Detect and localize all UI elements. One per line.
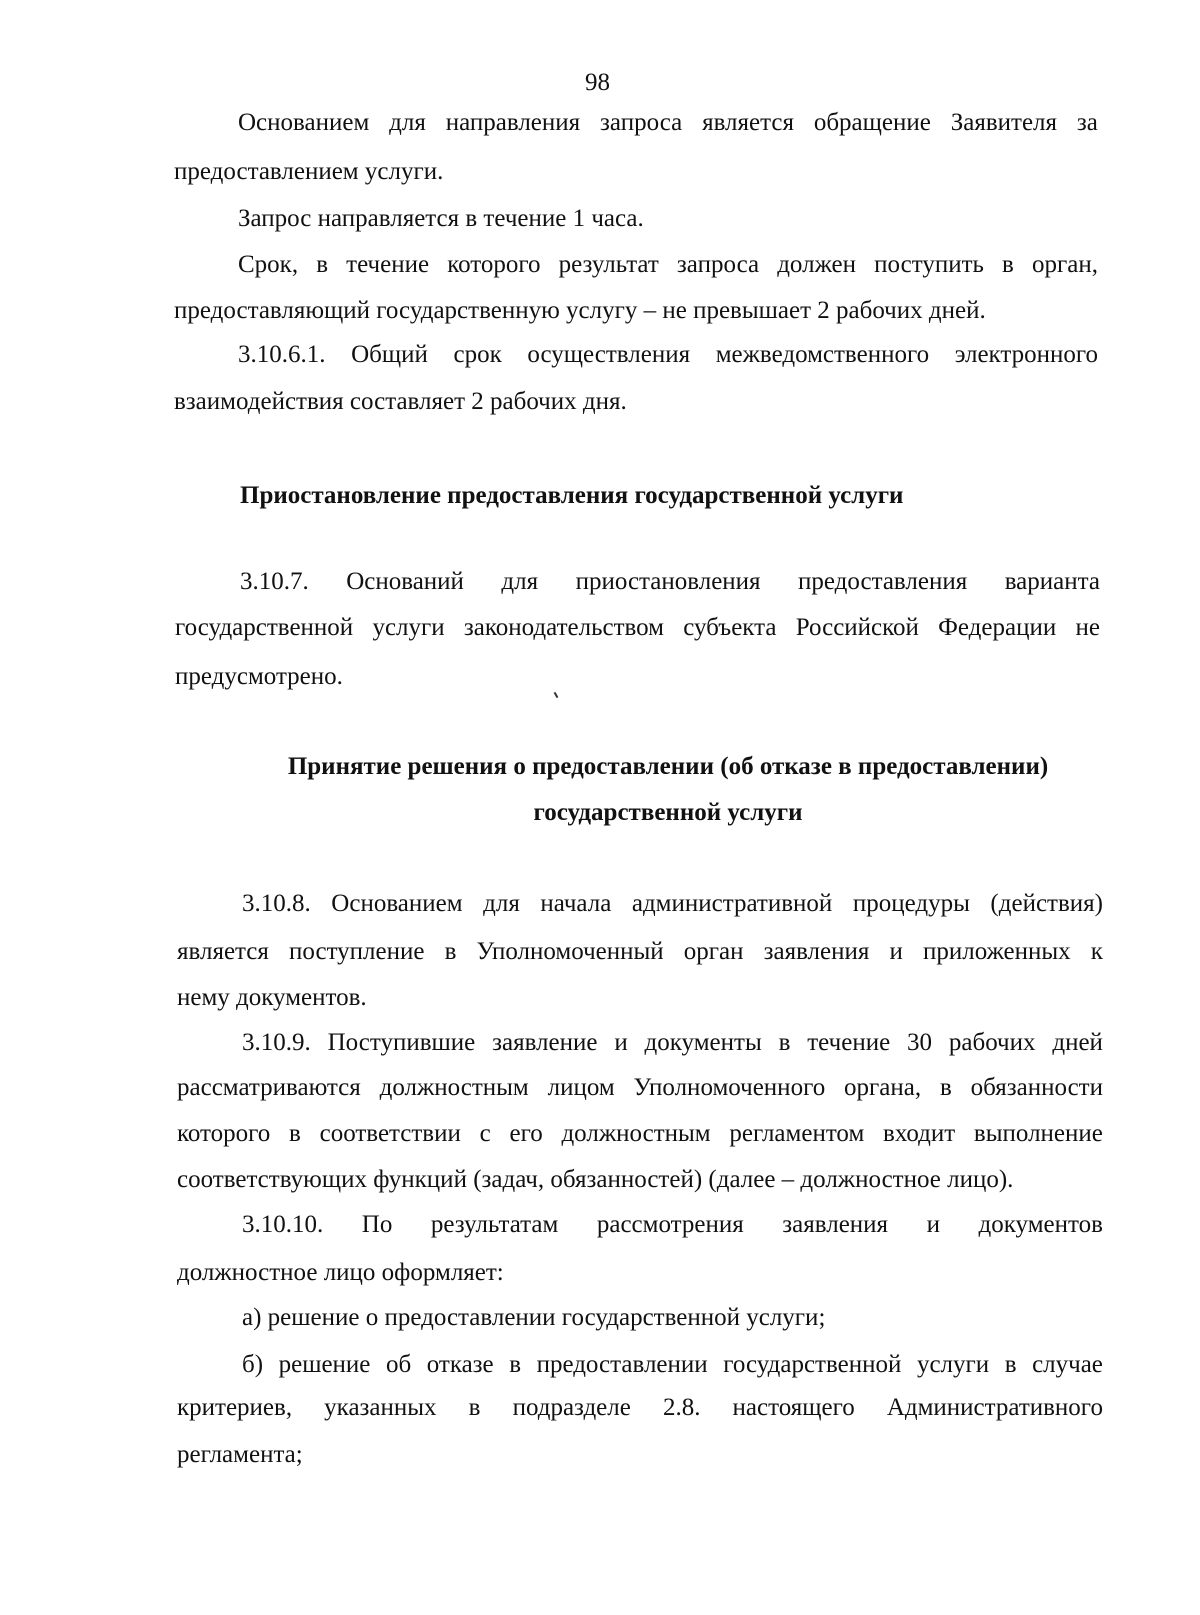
word: должен: [777, 251, 856, 278]
word: Уполномоченного: [633, 1074, 826, 1101]
word: запроса: [676, 251, 760, 278]
word: течение: [346, 251, 430, 278]
word: 3.10.8.: [242, 890, 311, 917]
word: критериев,: [177, 1394, 293, 1421]
word: приостановления: [575, 568, 761, 595]
word: для: [389, 109, 426, 136]
word: Российской: [795, 614, 919, 641]
word: государственной: [175, 614, 354, 641]
word: отказе: [426, 1351, 494, 1378]
word: процедуры: [852, 890, 970, 917]
paragraph-7-line-2: [177, 1073, 1103, 1103]
word: рассматриваются: [177, 1074, 361, 1101]
scan-speck: [554, 692, 559, 698]
word: 3.10.10.: [242, 1211, 324, 1238]
paragraph-7-line-4: соответствующих функций (задач, обязанностей) (далее – должностное лицо).: [177, 1166, 1014, 1193]
word: для: [483, 890, 520, 917]
word: результатам: [430, 1211, 559, 1238]
word: Оснований: [346, 568, 464, 595]
paragraph-4-line-2: взаимодействия составляет 2 рабочих дня.: [174, 388, 627, 415]
paragraph-8-line-2: должностное лицо оформляет:: [177, 1259, 504, 1286]
paragraph-8-line-1: [242, 1210, 1103, 1240]
paragraph-10-line-2: [177, 1393, 1103, 1423]
word: начала: [540, 890, 612, 917]
word: решение: [278, 1351, 371, 1378]
word: соответствии: [319, 1120, 461, 1147]
word: направления: [445, 109, 581, 136]
word: которого: [177, 1120, 271, 1147]
word: документы: [644, 1029, 762, 1056]
word: услуги: [372, 614, 445, 641]
word: законодательством: [463, 614, 664, 641]
word: осуществления: [527, 341, 691, 368]
word: должностным: [379, 1074, 529, 1101]
word: выполнение: [973, 1120, 1103, 1147]
word: к: [1090, 938, 1103, 965]
word: в: [509, 1351, 522, 1378]
paragraph-4-line-1: [238, 340, 1098, 370]
word: Административного: [886, 1394, 1103, 1421]
word: поступление: [288, 938, 425, 965]
word: течение: [807, 1029, 891, 1056]
page-number: 98: [585, 69, 610, 96]
paragraph-5-line-1: [240, 567, 1100, 597]
word: Поступившие: [327, 1029, 476, 1056]
word: в: [289, 1120, 301, 1147]
word: результат: [558, 251, 659, 278]
word: об: [385, 1351, 412, 1378]
word: не: [1075, 614, 1100, 641]
word: должностным: [561, 1120, 711, 1147]
word: входит: [883, 1120, 956, 1147]
word: предоставления: [798, 568, 968, 595]
word: варианта: [1004, 568, 1100, 595]
paragraph-3-line-1: [238, 250, 1098, 280]
word: лицом: [547, 1074, 615, 1101]
word: предоставлении: [536, 1351, 708, 1378]
word: орган: [683, 938, 744, 965]
word: в: [316, 251, 329, 278]
word: регламентом: [729, 1120, 865, 1147]
word: (действия): [990, 890, 1103, 917]
paragraph-6-line-3: нему документов.: [177, 984, 367, 1011]
word: б): [242, 1351, 264, 1378]
word: приложенных: [922, 938, 1071, 965]
word: Общий: [351, 341, 428, 368]
word: орган,: [1031, 251, 1098, 278]
word: которого: [447, 251, 541, 278]
word: административной: [631, 890, 833, 917]
word: за: [1076, 109, 1098, 136]
word: 3.10.7.: [240, 568, 309, 595]
word: государственной: [723, 1351, 902, 1378]
word: дней: [1052, 1029, 1103, 1056]
paragraph-10-line-1: [242, 1350, 1103, 1380]
word: запроса: [600, 109, 683, 136]
paragraph-9: а) решение о предоставлении государственной услуги;: [242, 1304, 826, 1331]
word: 30: [907, 1029, 933, 1056]
section-heading-decision-line-1: Принятие решения о предоставлении (об отказе в предоставлении): [287, 753, 1049, 780]
word: в: [468, 1394, 481, 1421]
word: услуги: [916, 1351, 990, 1378]
word: срок: [453, 341, 502, 368]
word: По: [361, 1211, 393, 1238]
word: обращение: [813, 109, 931, 136]
word: в: [444, 938, 457, 965]
paragraph-2: Запрос направляется в течение 1 часа.: [238, 205, 644, 232]
word: заявление: [492, 1029, 598, 1056]
paragraph-1-line-2: предоставлением услуги.: [174, 158, 444, 185]
word: и: [614, 1029, 628, 1056]
word: является: [177, 938, 269, 965]
paragraph-5-line-2: [175, 613, 1100, 643]
word: Основанием: [238, 109, 370, 136]
word: в: [778, 1029, 791, 1056]
word: рабочих: [948, 1029, 1036, 1056]
word: органа,: [844, 1074, 922, 1101]
word: 3.10.9.: [242, 1029, 311, 1056]
word: Срок,: [238, 251, 299, 278]
word: 2.8.: [662, 1394, 701, 1421]
section-heading-decision-line-2: государственной услуги: [533, 799, 803, 826]
word: заявления: [782, 1211, 889, 1238]
paragraph-6-line-1: [242, 889, 1103, 919]
word: обязанности: [970, 1074, 1103, 1101]
paragraph-1-line-1: [238, 108, 1098, 138]
paragraph-6-line-2: [177, 937, 1103, 967]
word: Заявителя: [950, 109, 1058, 136]
word: документов: [978, 1211, 1103, 1238]
word: поступить: [874, 251, 984, 278]
word: заявления: [763, 938, 870, 965]
paragraph-10-line-3: регламента;: [177, 1441, 303, 1468]
word: Основанием: [331, 890, 463, 917]
word: рассмотрения: [596, 1211, 744, 1238]
word: Уполномоченный: [476, 938, 664, 965]
word: электронного: [954, 341, 1098, 368]
word: в: [939, 1074, 952, 1101]
word: 3.10.6.1.: [238, 341, 326, 368]
word: и: [926, 1211, 940, 1238]
paragraph-7-line-1: [242, 1028, 1103, 1058]
word: Федерации: [938, 614, 1057, 641]
word: субъекта: [683, 614, 777, 641]
section-heading-suspension: Приостановление предоставления государственной услуги: [240, 482, 904, 509]
word: случае: [1032, 1351, 1103, 1378]
word: его: [509, 1120, 543, 1147]
word: в: [1004, 1351, 1017, 1378]
word: с: [479, 1120, 491, 1147]
word: является: [702, 109, 794, 136]
word: подразделе: [512, 1394, 631, 1421]
paragraph-5-line-3: предусмотрено.: [175, 663, 343, 690]
word: в: [1002, 251, 1014, 278]
word: указанных: [324, 1394, 437, 1421]
word: и: [889, 938, 903, 965]
paragraph-3-line-2: предоставляющий государственную услугу – не превышает 2 рабочих дней.: [174, 297, 986, 324]
word: межведомственного: [715, 341, 930, 368]
paragraph-7-line-3: [177, 1119, 1103, 1149]
word: настоящего: [732, 1394, 855, 1421]
word: для: [501, 568, 539, 595]
